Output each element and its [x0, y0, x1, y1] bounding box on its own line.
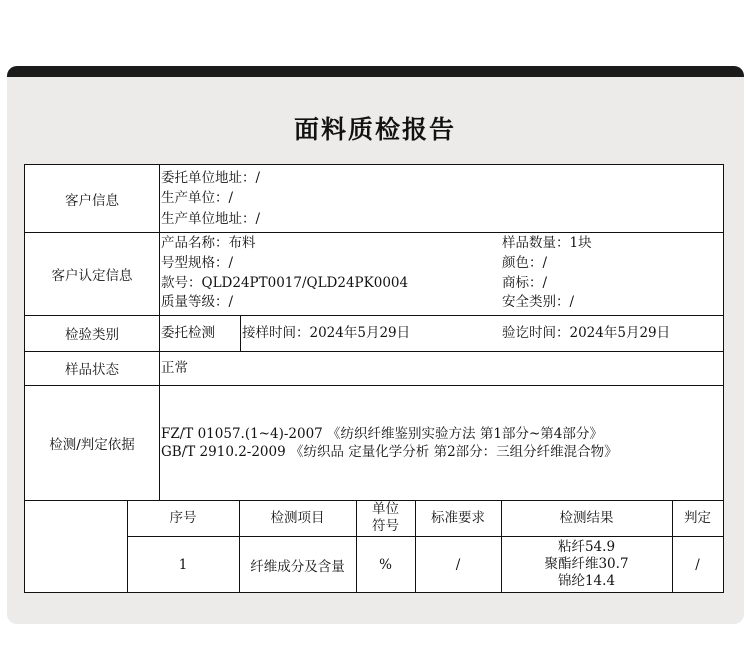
row-seq: 1	[178, 556, 188, 573]
header-result: 检测结果	[559, 509, 614, 526]
row-standard: /	[455, 556, 461, 573]
row-unit: %	[379, 556, 392, 573]
header-judgement: 判定	[684, 509, 711, 526]
trademark: 商标：/	[502, 275, 548, 291]
page-title: 面料质检报告	[293, 115, 456, 144]
header-standard: 标准要求	[431, 509, 485, 526]
result-polyester: 聚酯纤维30.7	[544, 556, 629, 572]
receive-time: 接样时间：2024年5月29日	[242, 325, 411, 341]
inspection-type-label: 检验类别	[65, 327, 119, 343]
inspection-report-table	[24, 164, 724, 593]
basis-label: 检测/判定依据	[49, 436, 135, 453]
product-name: 产品名称：布料	[161, 235, 256, 251]
result-nylon: 锦纶14.4	[557, 573, 616, 589]
producer: 生产单位：/	[161, 190, 234, 206]
quality-grade: 质量等级：/	[161, 294, 234, 310]
safety-class: 安全类别：/	[502, 294, 575, 310]
customer-info-label: 客户信息	[65, 192, 119, 209]
header-unit-line1: 单位	[372, 501, 399, 517]
basis-standard-1: FZ/T 01057.(1~4)-2007 《纺织纤维鉴别实验方法 第1部分~第4部分》	[161, 426, 603, 442]
row-judgement: /	[695, 556, 700, 573]
entrust-address: 委托单位地址：/	[161, 170, 261, 186]
inspection-type-value: 委托检测	[161, 325, 215, 341]
sample-state-label: 样品状态	[65, 362, 119, 378]
row-item: 纤维成分及含量	[250, 558, 345, 575]
style-number: 款号：QLD24PT0017/QLD24PK0004	[161, 275, 409, 291]
result-viscose: 粘纤54.9	[557, 539, 616, 555]
sample-state-value: 正常	[161, 360, 188, 376]
sample-quantity: 样品数量：1块	[502, 235, 592, 251]
header-item: 检测项目	[270, 509, 325, 526]
card-top-bar	[7, 66, 744, 77]
color: 颜色：/	[502, 255, 548, 271]
row-result	[501, 536, 672, 593]
basis-standard-2: GB/T 2910.2-2009 《纺织品 定量化学分析 第2部分：三组分纤维混合物》	[161, 444, 618, 460]
complete-time: 验讫时间：2024年5月29日	[502, 325, 671, 341]
header-unit	[356, 500, 415, 536]
producer-address: 生产单位地址：/	[161, 211, 261, 227]
model-spec: 号型规格：/	[161, 255, 234, 271]
customer-confirmed-label: 客户认定信息	[51, 267, 133, 284]
header-unit-line2: 符号	[372, 518, 399, 534]
header-seq: 序号	[169, 509, 197, 526]
